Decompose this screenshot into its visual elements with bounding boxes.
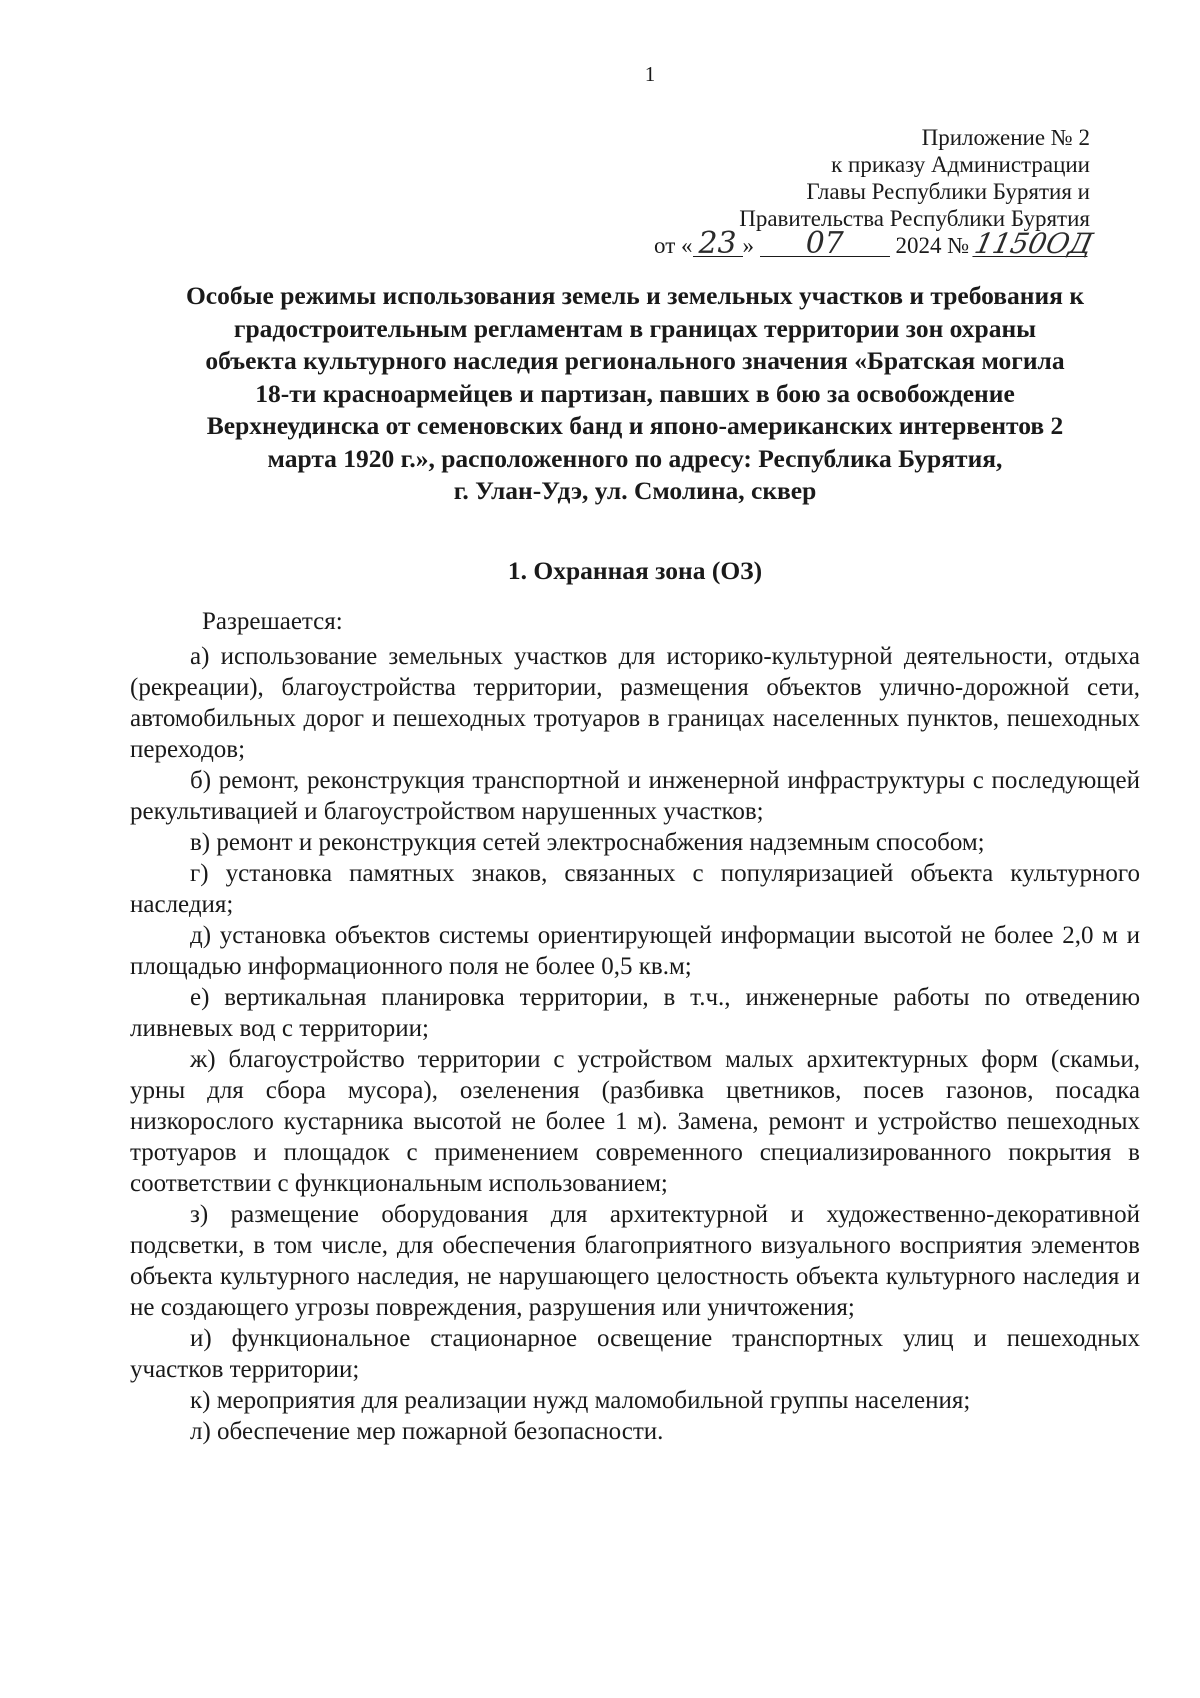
title-line: объекта культурного наследия регионального значения «Братская могила bbox=[205, 346, 1065, 375]
title-line: 18-ти красноармейцев и партизан, павших в бою за освобождение bbox=[255, 378, 1015, 408]
date-quote-close: » bbox=[742, 233, 755, 258]
list-item: е) вертикальная планировка территории, в т.ч., инженерные работы по отведению ливневых вод с территории; bbox=[130, 984, 1140, 1042]
list-item: г) установка памятных знаков, связанных с популяризацией объекта культурного наследия; bbox=[130, 860, 1140, 918]
title-line: г. Улан-Удэ, ул. Смолина, сквер bbox=[453, 476, 817, 505]
handwritten-month: 07 bbox=[760, 232, 890, 257]
order-date-line bbox=[654, 226, 1096, 261]
document-body bbox=[130, 606, 1140, 1447]
title-line: градостроительным регламентам в границах территории зон охраны bbox=[233, 313, 1037, 343]
title-line: Особые режимы использования земель и земельных участков и требования к bbox=[185, 281, 1085, 310]
appendix-line: к приказу Администрации bbox=[831, 152, 1090, 177]
list-item: и) функциональное стационарное освещение транспортных улиц и пешеходных участков территории; bbox=[130, 1325, 1140, 1383]
handwritten-order-number: 1150ОД bbox=[971, 227, 1096, 260]
title-line: марта 1920 г.», расположенного по адресу: Республика Бурятия, bbox=[267, 443, 1003, 473]
page-number: 1 bbox=[644, 62, 656, 86]
allowed-label: Разрешается: bbox=[202, 608, 343, 635]
date-prefix: от « bbox=[654, 233, 693, 258]
appendix-header bbox=[654, 124, 1096, 261]
list-item: л) обеспечение мер пожарной безопасности. bbox=[190, 1418, 664, 1445]
list-item: в) ремонт и реконструкция сетей электроснабжения надземным способом; bbox=[190, 829, 985, 856]
appendix-line: Правительства Республики Бурятия bbox=[739, 206, 1090, 231]
section-heading: 1. Охранная зона (ОЗ) bbox=[507, 556, 763, 585]
appendix-line: Приложение № 2 bbox=[921, 125, 1090, 150]
appendix-line: Главы Республики Бурятия и bbox=[806, 179, 1090, 204]
date-year: 2024 № bbox=[895, 233, 970, 258]
list-item: б) ремонт, реконструкция транспортной и инженерной инфраструктуры с последующей рекультивацией и благоустройством нарушенных участков; bbox=[130, 767, 1140, 825]
list-item: з) размещение оборудования для архитектурной и художественно-декоративной подсветки, в том числе, для обеспечения благоприятного визуального восприятия элементов объекта культурного наследия, не нарушающего целостность объекта культурного наследия и не создающего угрозы повреждения, разрушения или уничтожения; bbox=[130, 1201, 1140, 1321]
title-line: Верхнеудинска от семеновских банд и японо-американских интервентов 2 bbox=[206, 411, 1064, 440]
list-item: ж) благоустройство территории с устройством малых архитектурных форм (скамьи, урны для сбора мусора), озеленения (разбивка цветников, посев газонов, посадка низкорослого кустарника высотой не более 1 м). Замена, ремонт и устройство пешеходных тротуаров и площадок с применением современного специализированного покрытия в соответствии с функциональным использованием; bbox=[130, 1046, 1140, 1197]
handwritten-day: 23 bbox=[693, 232, 743, 257]
list-item: к) мероприятия для реализации нужд маломобильной группы населения; bbox=[190, 1387, 971, 1414]
list-item: д) установка объектов системы ориентирующей информации высотой не более 2,0 м и площадью информационного поля не более 0,5 кв.м; bbox=[130, 922, 1140, 980]
list-item: а) использование земельных участков для историко-культурной деятельности, отдыха (рекреации), благоустройства территории, размещения объектов улично-дорожной сети, автомобильных дорог и пешеходных тротуаров в границах населенных пунктов, пешеходных переходов; bbox=[130, 643, 1140, 763]
document-title bbox=[130, 280, 1140, 508]
